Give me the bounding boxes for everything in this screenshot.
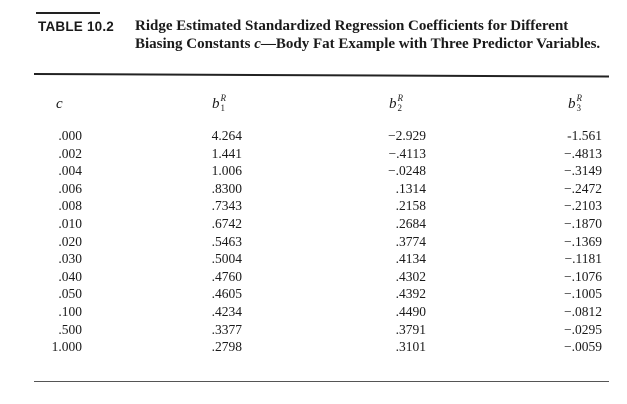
table-cell-b3: −.1181 <box>564 251 602 267</box>
table-cell-b2: −2.929 <box>388 128 426 143</box>
table-cell-c: .004 <box>58 163 82 179</box>
caption-top-rule <box>36 12 100 14</box>
table-cell-b3: −.1870 <box>564 215 602 231</box>
table-cell-b2: .3774 <box>395 233 426 249</box>
header-b3-sub: 3 <box>576 103 581 113</box>
header-b3-sup: R <box>576 93 582 103</box>
table-cell-b3: −.4813 <box>564 145 602 161</box>
header-b3-base: b <box>568 96 576 112</box>
column-b3-values <box>532 127 602 356</box>
table-cell-b1: .8300 <box>211 180 242 196</box>
table-cell-b1: .4760 <box>211 268 242 284</box>
table-cell-c: .008 <box>58 198 82 214</box>
header-b2-sup: R <box>397 93 403 103</box>
table-cell-b3: −.2472 <box>564 180 602 196</box>
table-cell-b1: .4234 <box>211 303 242 319</box>
table-cell-c: .030 <box>58 251 82 267</box>
table-cell-b1: .7343 <box>211 198 242 214</box>
table-cell-c: .100 <box>58 303 82 319</box>
table-cell-c: .006 <box>58 180 82 196</box>
table-caption-title <box>135 18 605 53</box>
column-header-b2 <box>389 93 405 113</box>
caption-title-part1: Ridge Estimated Standardized Regression Coefficients for Different Biasing Constants <box>135 18 569 52</box>
table-cell-b2: .4490 <box>395 303 426 319</box>
table-cell-b3: −.1005 <box>564 286 602 302</box>
table-cell-b3: −.0295 <box>564 321 602 337</box>
header-b2-sub: 2 <box>397 103 402 113</box>
table-cell-c: .020 <box>58 233 82 249</box>
table-cell-b3: −.3149 <box>564 163 602 179</box>
table-cell-b1: 1.006 <box>211 163 242 179</box>
table-cell-b2: .3101 <box>395 339 426 355</box>
table-cell-b3: −.0812 <box>564 303 602 319</box>
table-caption-label: TABLE 10.2 <box>38 19 115 34</box>
table-cell-b2: .1314 <box>395 180 426 196</box>
table-cell-b2: .3791 <box>395 321 426 337</box>
table-cell-c: .000 <box>58 128 82 143</box>
table-cell-c: 1.000 <box>51 339 82 355</box>
header-rule <box>34 73 609 78</box>
header-b1-sub: 1 <box>220 103 225 113</box>
table-cell-c: .040 <box>58 268 82 284</box>
table-cell-b2: .4134 <box>395 251 426 267</box>
table-cell-b3: −.0059 <box>564 339 602 355</box>
column-b1-values <box>190 127 242 356</box>
table-cell-b2: −.0248 <box>388 163 426 179</box>
bottom-rule <box>34 381 609 382</box>
table-cell-b2: .2684 <box>395 215 426 231</box>
table-cell-b1: .5463 <box>211 233 242 249</box>
header-b2-base: b <box>389 96 397 112</box>
table-cell-b2: .4302 <box>395 268 426 284</box>
table-cell-b2: .4392 <box>395 286 426 302</box>
table-cell-b1: .2798 <box>211 339 242 355</box>
table-cell-b1: .4605 <box>211 286 242 302</box>
caption-title-italic-c: c <box>254 35 261 52</box>
table-cell-c: .050 <box>58 286 82 302</box>
column-header-c: c <box>56 96 63 112</box>
table-cell-b1: .6742 <box>211 215 242 231</box>
header-b1-sup: R <box>220 93 226 103</box>
table-cell-b1: 1.441 <box>211 145 242 161</box>
table-cell-b3: -1.561 <box>567 128 602 143</box>
table-cell-b1: .3377 <box>211 321 242 337</box>
column-header-b3 <box>568 93 584 113</box>
table-cell-b1: 4.264 <box>211 128 242 143</box>
table-cell-b3: −.1076 <box>564 268 602 284</box>
column-b2-values <box>356 127 426 356</box>
table-cell-c: .500 <box>58 321 82 337</box>
table-cell-b2: −.4113 <box>388 145 426 161</box>
column-c-values <box>38 127 82 356</box>
caption-title-part2: —Body Fat Example with Three Predictor Variables. <box>260 35 601 52</box>
table-cell-b1: .5004 <box>211 251 242 267</box>
table-cell-c: .010 <box>58 215 82 231</box>
table-cell-b3: −.2103 <box>564 198 602 214</box>
table-cell-b2: .2158 <box>395 198 426 214</box>
header-b1-base: b <box>212 96 220 112</box>
table-cell-b3: −.1369 <box>564 233 602 249</box>
table-cell-c: .002 <box>58 145 82 161</box>
column-header-b1 <box>212 93 228 113</box>
